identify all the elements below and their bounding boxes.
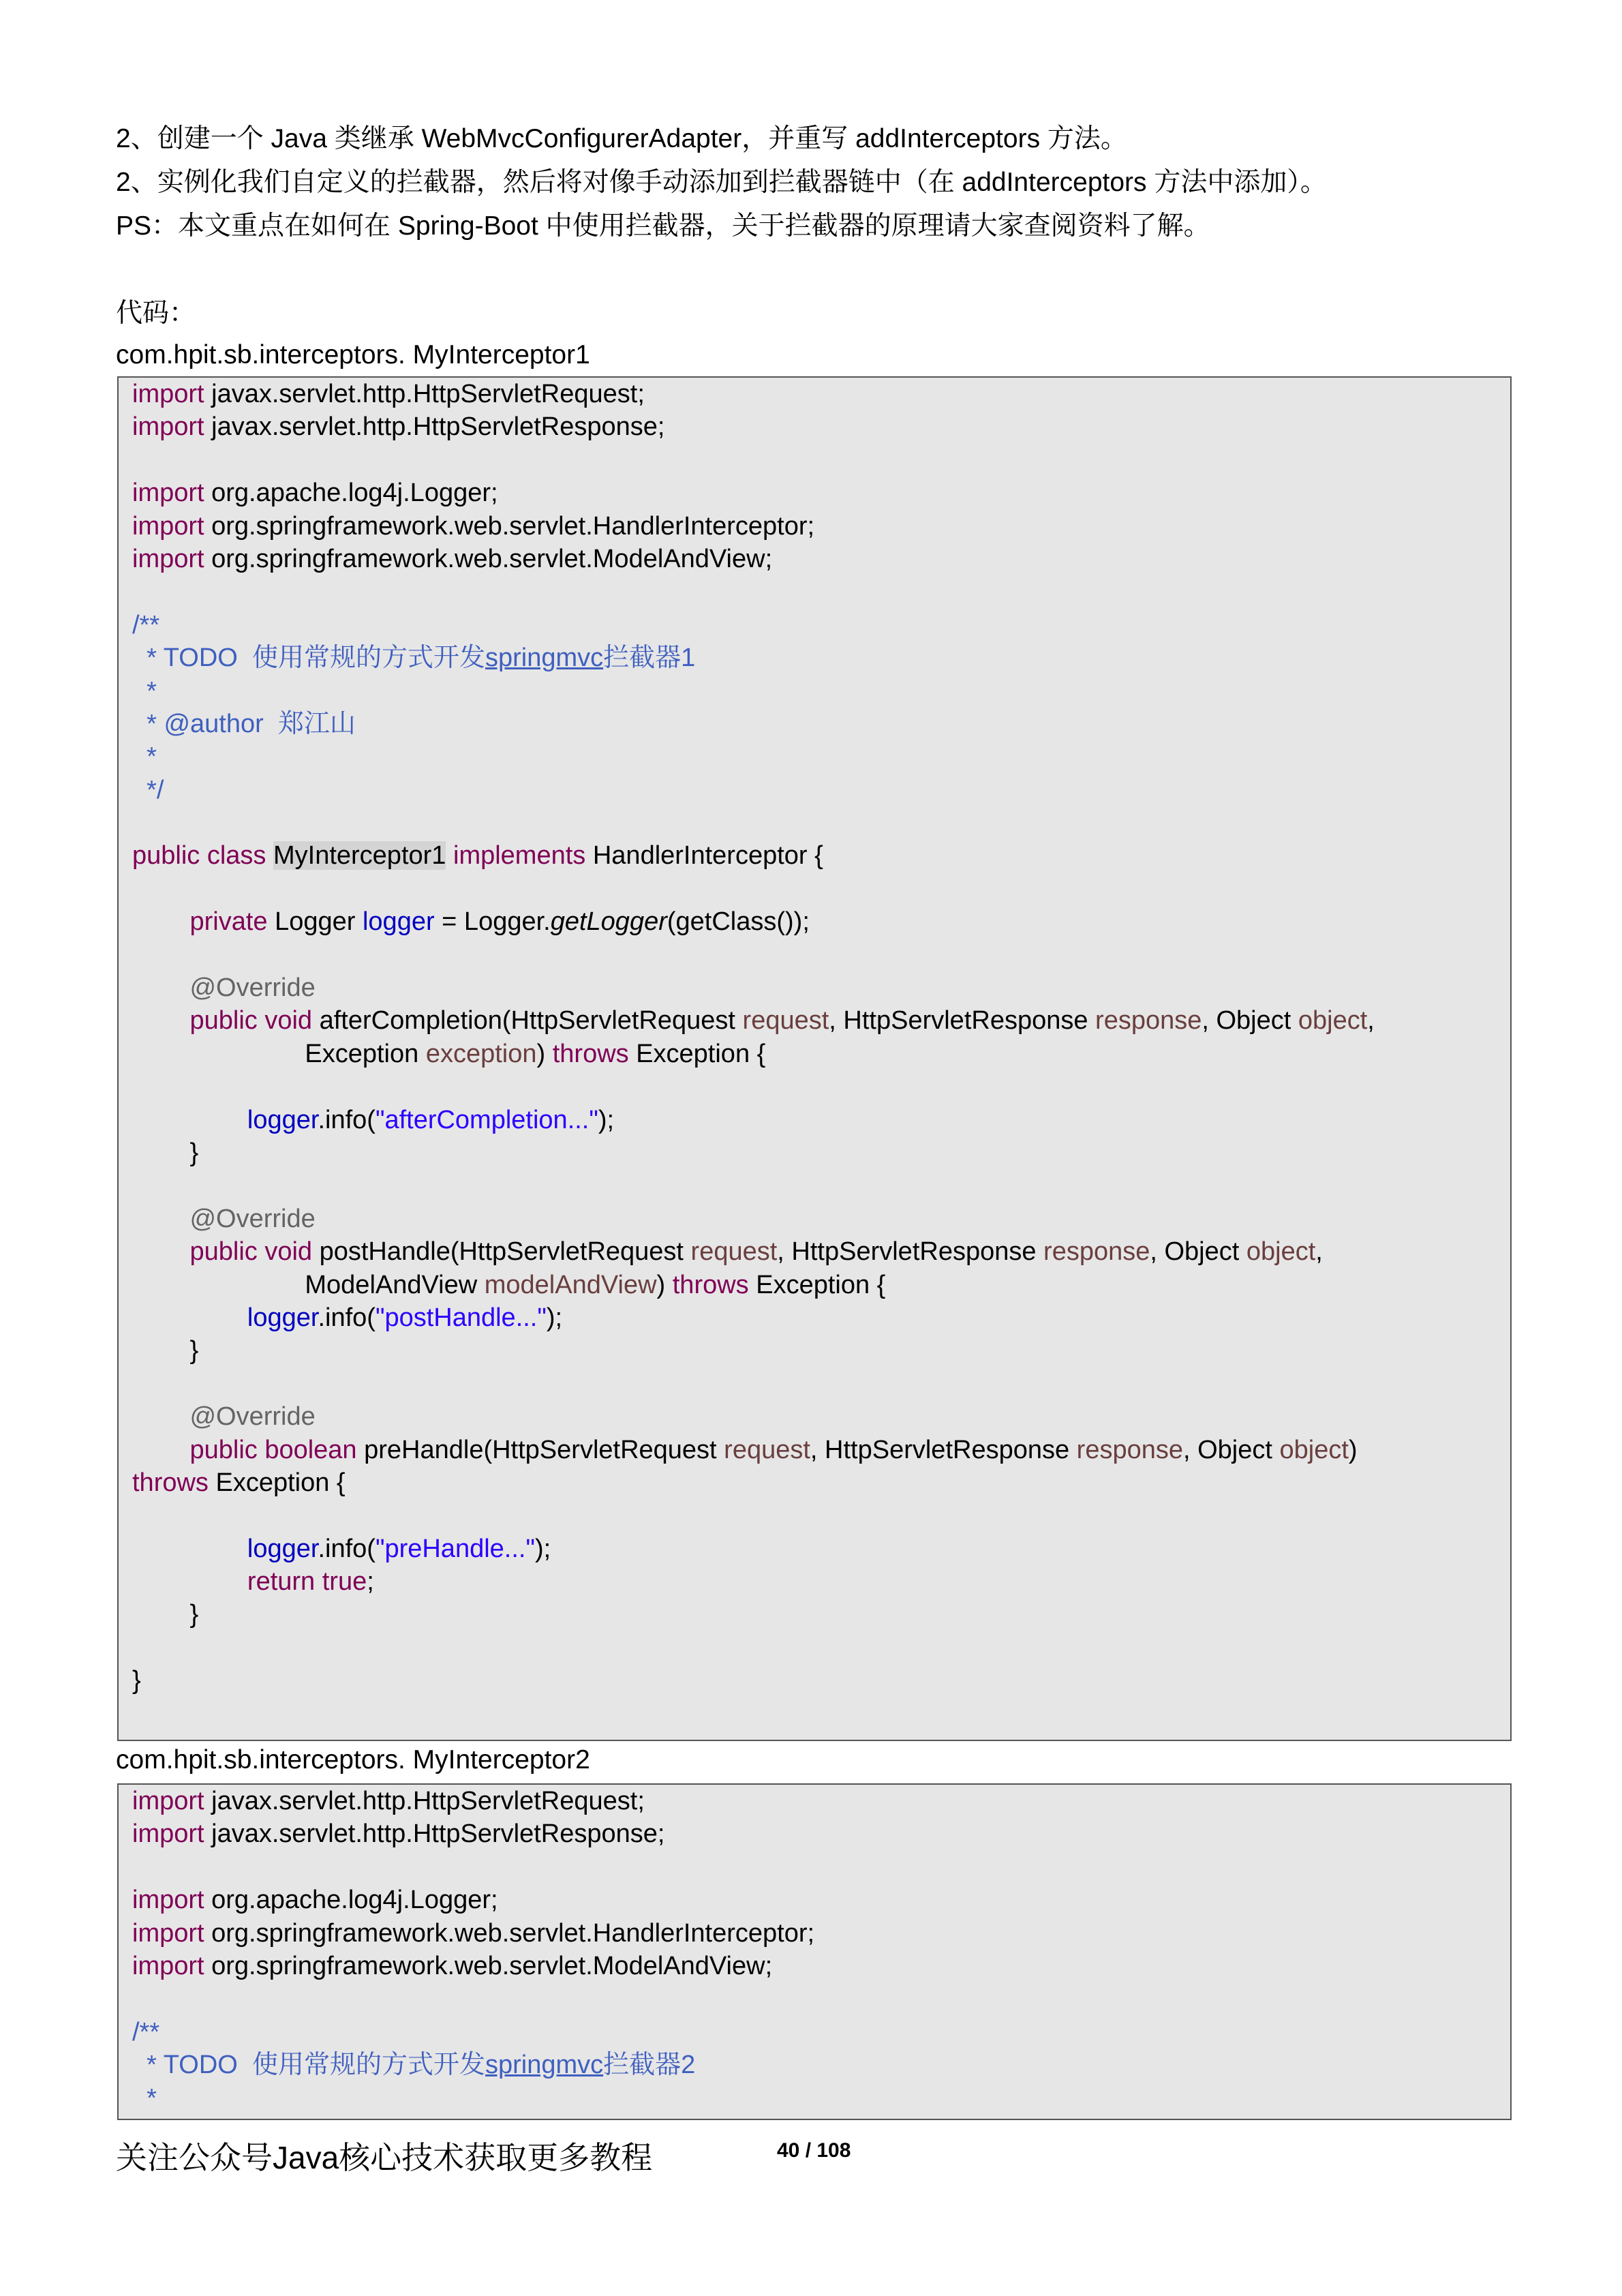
code-text: org.springframework.web.servlet.HandlerInterceptor; — [204, 1918, 815, 1948]
code-text — [132, 1106, 247, 1134]
parameter: request — [742, 1006, 829, 1036]
code-line — [119, 1104, 1510, 1136]
keyword: return true — [247, 1567, 367, 1597]
code-line — [119, 1697, 1510, 1730]
code-text: } — [132, 1600, 199, 1629]
code-line — [119, 1235, 1510, 1268]
doc-comment: */ — [132, 775, 164, 804]
keyword: import — [132, 544, 204, 573]
code-line — [119, 1532, 1510, 1565]
code-text: Logger — [267, 907, 363, 937]
code-line — [119, 378, 1510, 410]
code-text: ; — [367, 1567, 374, 1597]
code-line — [119, 2049, 1510, 2081]
field: logger — [247, 1303, 318, 1332]
code-text — [132, 1237, 189, 1266]
code-text — [132, 1402, 189, 1431]
parameter: object — [1246, 1237, 1316, 1267]
intro-line-3: PS：本文重点在如何在 Spring-Boot 中使用拦截器，关于拦截器的原理请大家查阅资料了解。 — [116, 211, 1210, 241]
code-text: org.apache.log4j.Logger; — [204, 479, 498, 508]
code-text: , Object — [1202, 1006, 1298, 1036]
parameter: response — [1095, 1006, 1202, 1036]
code-line — [119, 740, 1510, 773]
intro-text — [116, 117, 1520, 248]
keyword: implements — [453, 841, 586, 871]
code-text: org.springframework.web.servlet.ModelAndView; — [204, 1951, 773, 1980]
code-text: Exception { — [628, 1039, 766, 1068]
code-line — [119, 675, 1510, 708]
keyword: import — [132, 1819, 204, 1849]
keyword: import — [132, 1951, 204, 1980]
code-text — [132, 1535, 247, 1563]
code-text: ); — [598, 1105, 615, 1134]
keyword: throws — [552, 1039, 629, 1068]
keyword: import — [132, 412, 204, 442]
code-line — [119, 477, 1510, 509]
doc-comment-link: springmvc — [485, 644, 604, 673]
parameter: request — [690, 1237, 778, 1267]
code-text: org.apache.log4j.Logger; — [204, 1886, 498, 1915]
keyword: private — [189, 907, 268, 937]
code-line — [119, 1598, 1510, 1631]
annotation: @Override — [189, 1402, 316, 1432]
code-line — [119, 1334, 1510, 1367]
file-label-interceptor1: com.hpit.sb.interceptors. MyInterceptor1 — [116, 340, 590, 369]
code-text — [132, 1006, 189, 1035]
code-text — [132, 1303, 247, 1332]
code-line — [119, 1136, 1510, 1169]
code-text: ) — [536, 1039, 553, 1068]
code-line — [119, 2082, 1510, 2115]
field: logger — [247, 1534, 318, 1563]
footer-promo-text: 关注公众号Java核心技术获取更多教程 — [116, 2140, 653, 2175]
annotation: @Override — [189, 1204, 316, 1233]
code-line — [119, 1004, 1510, 1037]
code-line — [119, 1851, 1510, 1884]
code-text: org.springframework.web.servlet.HandlerInterceptor; — [204, 511, 815, 541]
keyword: import — [132, 1787, 204, 1815]
code-text: ModelAndView — [132, 1270, 485, 1299]
code-text: = Logger. — [434, 907, 551, 937]
code-line — [119, 1070, 1510, 1103]
code-text — [266, 841, 273, 870]
code-line — [119, 1269, 1510, 1301]
parameter: response — [1043, 1237, 1150, 1267]
code-line — [119, 510, 1510, 543]
doc-comment: * — [132, 742, 157, 772]
doc-comment-link: springmvc — [485, 2051, 604, 2080]
code-text: .info( — [318, 1303, 376, 1332]
field: logger — [247, 1105, 318, 1134]
method-call: getLogger — [550, 907, 667, 937]
code-line — [119, 1950, 1510, 1982]
code-text: afterCompletion(HttpServletRequest — [312, 1006, 743, 1036]
parameter: exception — [425, 1039, 537, 1068]
code-line — [119, 1400, 1510, 1433]
code-text: Exception { — [208, 1468, 346, 1497]
class-name-highlight: MyInterceptor1 — [273, 841, 446, 871]
keyword: import — [132, 1886, 204, 1915]
code-line — [119, 1169, 1510, 1202]
code-line — [119, 543, 1510, 575]
doc-comment: 拦截器2 — [603, 2051, 696, 2080]
code-line — [119, 1785, 1510, 1817]
code-line — [119, 641, 1510, 674]
code-text: org.springframework.web.servlet.ModelAndView; — [204, 544, 773, 573]
code-block-interceptor1 — [117, 376, 1512, 1741]
parameter: response — [1076, 1435, 1183, 1464]
code-line — [119, 806, 1510, 839]
code-line — [119, 2016, 1510, 2049]
intro-line-2: 2、实例化我们自定义的拦截器，然后将对像手动添加到拦截器链中（在 addInterceptors 方法中添加）。 — [116, 168, 1327, 197]
code-line — [119, 873, 1510, 905]
code-text: Exception { — [748, 1270, 886, 1299]
keyword: public void — [189, 1006, 313, 1036]
code-line — [119, 1466, 1510, 1499]
code-line — [119, 1982, 1510, 2015]
code-line — [119, 774, 1510, 806]
code-text: javax.servlet.http.HttpServletResponse; — [204, 1819, 665, 1849]
code-text: ); — [546, 1303, 563, 1332]
code-line — [119, 1434, 1510, 1466]
code-line — [119, 1301, 1510, 1334]
string-literal: "preHandle..." — [375, 1534, 535, 1563]
code-text — [132, 907, 189, 936]
code-text: ); — [534, 1534, 551, 1563]
doc-comment: /** — [132, 610, 160, 639]
code-text: preHandle(HttpServletRequest — [356, 1435, 724, 1464]
code-line — [119, 905, 1510, 938]
keyword: import — [132, 380, 204, 408]
code-text — [132, 1436, 189, 1464]
code-text: , HttpServletResponse — [829, 1006, 1096, 1036]
annotation: @Override — [189, 973, 316, 1003]
string-literal: "postHandle..." — [375, 1303, 547, 1332]
code-section-title: 代码： — [116, 299, 196, 328]
code-text: javax.servlet.http.HttpServletResponse; — [204, 412, 665, 442]
code-line — [119, 839, 1510, 872]
code-text: } — [132, 1666, 141, 1695]
code-text: .info( — [318, 1534, 376, 1563]
code-text: , Object — [1183, 1435, 1280, 1464]
keyword: throws — [132, 1468, 209, 1497]
page-number: 40 / 108 — [777, 2139, 851, 2162]
code-line — [119, 1817, 1510, 1850]
doc-comment: * @author 郑江山 — [132, 709, 356, 738]
code-text: , — [1367, 1006, 1375, 1036]
doc-comment: * — [132, 676, 157, 706]
code-text: , — [1315, 1237, 1323, 1267]
doc-comment: 拦截器1 — [603, 644, 696, 673]
code-text: postHandle(HttpServletRequest — [312, 1237, 691, 1267]
code-text: javax.servlet.http.HttpServletRequest; — [204, 1787, 645, 1815]
doc-comment: * TODO 使用常规的方式开发 — [132, 2051, 485, 2080]
code-line — [119, 971, 1510, 1004]
code-text: (getClass()); — [667, 907, 810, 937]
doc-comment: * TODO 使用常规的方式开发 — [132, 644, 485, 673]
code-line — [119, 1631, 1510, 1664]
code-line — [119, 939, 1510, 971]
code-text: , HttpServletResponse — [777, 1237, 1044, 1267]
code-text — [132, 973, 189, 1002]
intro-line-1: 2、创建一个 Java 类继承 WebMvcConfigurerAdapter，并重写 addInterceptors 方法。 — [116, 124, 1127, 153]
code-line — [119, 609, 1510, 641]
code-line — [119, 1917, 1510, 1950]
keyword: public void — [189, 1237, 313, 1267]
string-literal: "afterCompletion..." — [375, 1105, 598, 1134]
code-line — [119, 1499, 1510, 1532]
parameter: object — [1279, 1435, 1349, 1464]
code-block-interceptor2 — [117, 1783, 1512, 2120]
code-text: , Object — [1150, 1237, 1246, 1267]
keyword: import — [132, 479, 204, 508]
code-text: Exception — [132, 1039, 426, 1068]
code-line — [119, 1664, 1510, 1697]
parameter: object — [1298, 1006, 1368, 1036]
code-line — [119, 1203, 1510, 1235]
code-text — [132, 1205, 189, 1233]
code-line — [119, 708, 1510, 740]
keyword: throws — [672, 1270, 749, 1299]
keyword: import — [132, 511, 204, 541]
code-text: , HttpServletResponse — [810, 1435, 1077, 1464]
code-text: } — [132, 1138, 199, 1167]
code-line — [119, 1884, 1510, 1916]
code-text: javax.servlet.http.HttpServletRequest; — [204, 380, 645, 408]
code-text — [446, 841, 453, 870]
code-line — [119, 1038, 1510, 1070]
keyword: import — [132, 1918, 204, 1948]
parameter: request — [724, 1435, 810, 1464]
doc-comment: * — [132, 2083, 157, 2113]
code-text — [132, 1567, 247, 1596]
code-line — [119, 1368, 1510, 1400]
code-text: HandlerInterceptor { — [585, 841, 823, 871]
parameter: modelAndView — [484, 1270, 657, 1299]
doc-comment: /** — [132, 2017, 160, 2046]
code-text: ) — [656, 1270, 673, 1299]
field: logger — [362, 907, 435, 937]
code-line — [119, 410, 1510, 443]
keyword: public class — [132, 841, 266, 871]
code-text: .info( — [318, 1105, 376, 1134]
code-line — [119, 1565, 1510, 1598]
code-line — [119, 444, 1510, 477]
code-text: } — [132, 1336, 199, 1365]
code-line — [119, 575, 1510, 608]
code-text: ) — [1348, 1435, 1358, 1464]
file-label-interceptor2: com.hpit.sb.interceptors. MyInterceptor2 — [116, 1745, 590, 1774]
keyword: public boolean — [189, 1435, 357, 1464]
